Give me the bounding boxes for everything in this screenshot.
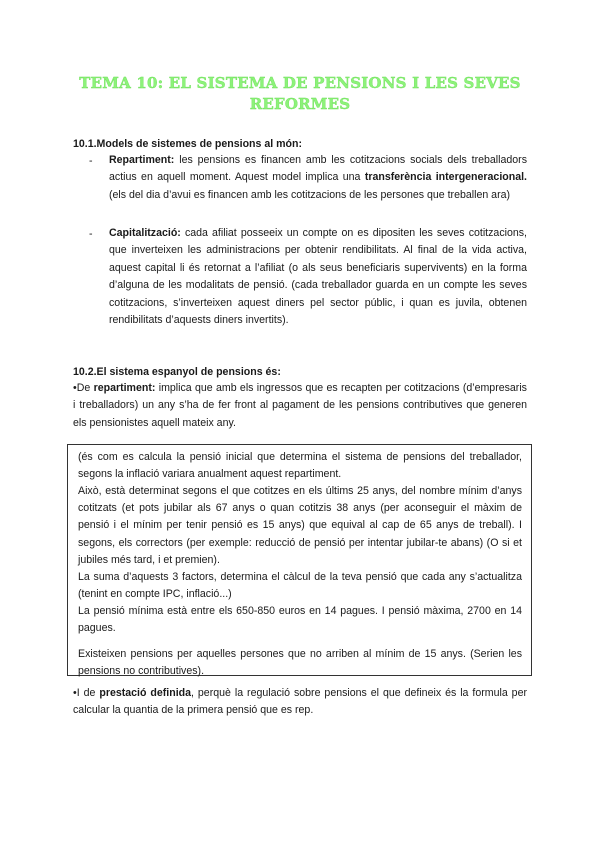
term-capitalitzacio: Capitalització:	[109, 227, 181, 239]
list-item-repartiment	[109, 152, 527, 204]
section-1-heading: 10.1.Models de sistemes de pensions al món:	[73, 138, 303, 150]
title-line-1: TEMA 10: EL SISTEMA DE PENSIONS I LES SEVES	[79, 74, 521, 92]
title-line-2: REFORMES	[249, 95, 351, 113]
term-repartiment: repartiment:	[93, 382, 156, 394]
box-paragraph-2: Això, està determinat segons el que cotitzes en els últims 25 anys, del nombre mínim d’anys cotitzats (et pots jubilar als 67 anys o quan cotitzis 38 anys (per aconseguir el màxim de pensió i el mínim per tenir pensió es 15 anys) que equival al cap de 65 anys de treball). I segons, els correctors (per exemple: reducció de pensió per intentar jubilar-te abans) (O si et jubiles més tard, i et premien).	[78, 485, 522, 566]
bullet-dash: -	[89, 155, 93, 167]
text: , perquè la regulació sobre pensions el que defineix és la formula per calcular la quantia de la primera pensió que es rep.	[73, 687, 527, 717]
text: (els del dia d’avui es financen amb les cotitzacions de les persones que treballen ara)	[109, 188, 511, 201]
page-title	[60, 73, 540, 115]
term-transferencia: transferència intergeneracional.	[364, 171, 527, 184]
section-2-heading: 10.2.El sistema espanyol de pensions és:	[73, 366, 281, 378]
text: les pensions es financen amb les cotitzacions socials dels treballadors actius en aquell moment. Aquest model implica una	[109, 154, 527, 184]
box-paragraph-4: La pensió mínima està entre els 650-850 euros en 14 pagues. I pensió màxima, 2700 en 14 pagues.	[78, 605, 522, 635]
list-item-capitalitzacio	[109, 225, 527, 329]
bullet-dash: -	[89, 228, 93, 240]
paragraph-prestacio-definida	[73, 685, 527, 720]
bullet: •I de	[73, 687, 100, 699]
term-prestacio-definida: prestació definida	[99, 687, 192, 699]
bullet: •De	[73, 382, 94, 394]
text: cada afiliat posseeix un compte on es dipositen les seves cotitzacions, que inverteixen les administracions per obtenir rendibilitats. Al final de la vida activa, aquest capital li és retornat a l’afiliat (o als seus beneficiaris supervivents) en la forma d’alguna de les modalitats de pensió. (cada treballador guarda en un compte les seves cotitzacions, s’inverteixen aquest diners pel sector públic, i quan es juvila, obtenen rendibilitats d’aquests diners invertits).	[109, 227, 527, 327]
paragraph-repartiment	[73, 380, 527, 432]
text: implica que amb els ingressos que es recapten per cotitzacions (d’empresaris i treballadors) un any s’ha de fer front al pagament de les pensions contributives que generen els pensionistes aquell mateix any.	[73, 382, 527, 429]
box-paragraph-3: La suma d’aquests 3 factors, determina el càlcul de la teva pensió que cada any s’actualitza (tenint en compte IPC, inflació...)	[78, 571, 522, 601]
box-paragraph-1: (és com es calcula la pensió inicial que determina el sistema de pensions del treballador, segons la inflació variara anualment aquest repartiment.	[78, 451, 522, 481]
box-paragraph-5: Existeixen pensions per aquelles persones que no arriben al mínim de 15 anys. (Serien les pensions no contributives).	[78, 648, 522, 678]
term-repartiment: Repartiment:	[109, 154, 175, 166]
